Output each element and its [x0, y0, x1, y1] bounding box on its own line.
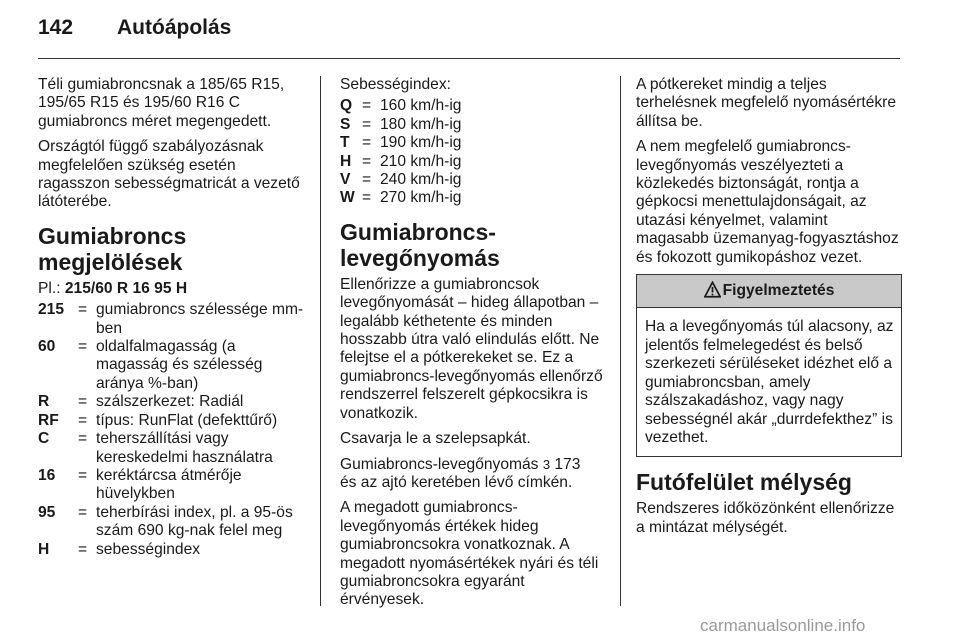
speed-index-intro: Sebességindex: — [340, 76, 451, 93]
def-eq: = — [78, 338, 88, 356]
def-value: típus: RunFlat (defekttűrő) — [96, 411, 278, 429]
speed-value: 190 km/h-ig — [380, 134, 462, 152]
speed-value: 180 km/h-ig — [380, 115, 462, 133]
tyre-designations-heading: Gumiabroncs megjelölések — [38, 222, 187, 275]
speed-key: S — [340, 115, 351, 133]
def-key: 16 — [38, 466, 56, 484]
example-line — [38, 280, 306, 298]
def-value: sebességindex — [96, 540, 201, 558]
list-item — [38, 301, 306, 338]
def-eq: = — [78, 430, 88, 448]
list-item — [340, 153, 608, 171]
example-value: 215/60 R 16 95 H — [64, 279, 188, 297]
def-key: 60 — [38, 338, 56, 356]
speed-key: V — [340, 171, 351, 189]
watermark: carmanualsonline.info — [700, 616, 866, 635]
def-value: oldalfalmagasság (a magasság és szélesség aránya %-ban) — [96, 338, 263, 392]
speed-key: Q — [340, 97, 353, 115]
def-key: H — [38, 540, 50, 558]
incorrect-pressure-paragraph: A nem megfelelő gumiabroncs-levegőnyomás veszélyezteti a közlekedés biztonságát, rontja a gépkocsi menettulajdonságait, az utazási kényelmet, valamint magasabb üzemanyag-fogyasztáshoz és fokozott gumikopáshoz vezet. — [636, 138, 899, 266]
spare-wheel-paragraph: A pótkereket mindig a teljes terhelésnek megfelelő nyomásértékre állítsa be. — [636, 76, 897, 130]
page-reference-icon[interactable] — [543, 456, 581, 473]
valve-cap-paragraph: Csavarja le a szelepsapkát. — [340, 430, 531, 448]
def-eq: = — [78, 393, 88, 411]
list-item — [38, 541, 306, 559]
winter-tyre-paragraph: Téli gumiabroncsnak a 185/65 R15, 195/65 R15 és 195/60 R16 C gumiabroncs méret megengedett. — [38, 76, 285, 130]
speed-key: H — [340, 152, 352, 170]
warning-triangle-icon — [704, 281, 721, 298]
def-value: teherbírási index, pl. a 95-ös szám 690 kg-nak felel meg — [96, 503, 293, 540]
speed-key: T — [340, 134, 350, 152]
pressure-check-paragraph: Ellenőrizze a gumiabroncsok levegőnyomását – hideg állapotban – legalább kéthetente és minden hosszabb útra való elindulás előtt. Ne felejtse el a pótkerekeket se. Ez a gumiabroncs-levegőnyomás ellenőrző rendszerrel felszerelt gépkocsikra is vonatkozik. — [340, 275, 603, 422]
column-middle — [340, 76, 608, 617]
pressure-reference-text: Gumiabroncs-levegőnyomás — [340, 455, 543, 473]
def-value: gumiabroncs szélessége mm-ben — [96, 301, 304, 337]
warning-text: Ha a levegőnyomás túl alacsony, az jelentős felmelegedést és belső szerkezeti sérüléseket idézhet elő a gumiabroncsban, amely szálszakadáshoz, vagy nagy sebességnél akár „durrdefekthez” is vezethet. — [645, 318, 894, 446]
page-number: 142 — [38, 16, 74, 39]
speed-key: W — [340, 189, 355, 207]
column-divider — [620, 76, 621, 606]
speed-index-list — [340, 97, 608, 207]
list-item — [38, 430, 306, 467]
def-eq: = — [78, 301, 88, 319]
def-key: C — [38, 430, 50, 448]
def-value: szálszerkezet: Radiál — [96, 393, 244, 411]
speed-value: 160 km/h-ig — [380, 97, 462, 115]
ref-arrow-glyph: 3 — [542, 456, 551, 472]
warning-header — [637, 275, 901, 308]
def-eq: = — [78, 503, 88, 521]
speed-eq: = — [362, 189, 372, 207]
example-prefix: Pl.: — [38, 279, 65, 297]
page-reference-number: 173 — [550, 455, 581, 473]
speed-eq: = — [362, 97, 372, 115]
def-key: 95 — [38, 503, 56, 521]
speed-eq: = — [362, 171, 372, 189]
list-item — [38, 338, 306, 393]
column-left — [38, 76, 306, 566]
tyre-pressure-heading: Gumiabroncs-levegőnyomás — [340, 218, 500, 271]
speed-eq: = — [362, 134, 372, 152]
pressure-reference-paragraph — [340, 456, 608, 493]
column-right — [636, 76, 902, 544]
def-key: RF — [38, 411, 59, 429]
list-item — [38, 504, 306, 541]
speed-eq: = — [362, 115, 372, 133]
tread-depth-heading: Futófelület mélység — [636, 469, 852, 496]
def-value: keréktárcsa átmérője hüvelykben — [96, 466, 242, 503]
speed-eq: = — [362, 152, 372, 170]
speed-value: 270 km/h-ig — [380, 189, 462, 207]
list-item — [340, 189, 608, 207]
pressure-reference-rest: és az ajtó keretében lévő címkén. — [340, 473, 573, 491]
list-item — [340, 171, 608, 189]
def-key: R — [38, 393, 50, 411]
def-eq: = — [78, 540, 88, 558]
list-item — [38, 393, 306, 411]
def-key: 215 — [38, 301, 65, 319]
pressure-values-paragraph: A megadott gumiabroncs-levegőnyomás értékek hideg gumiabroncsokra vonatkoznak. A megadott nyomásértékek nyári és téli gumiabroncsokra egyaránt érvényesek. — [340, 499, 599, 609]
list-item — [38, 412, 306, 430]
list-item — [340, 97, 608, 115]
list-item — [38, 467, 306, 504]
def-eq: = — [78, 466, 88, 484]
page-title: Autóápolás — [117, 16, 232, 39]
def-eq: = — [78, 411, 88, 429]
column-divider — [320, 76, 321, 606]
page-header — [0, 0, 960, 58]
list-item — [340, 134, 608, 152]
def-value: teherszállítási vagy kereskedelmi használatra — [96, 430, 273, 466]
speed-value: 210 km/h-ig — [380, 152, 462, 170]
list-item — [340, 116, 608, 134]
warning-box — [636, 274, 902, 457]
designation-list — [38, 301, 306, 559]
header-rule — [38, 58, 900, 59]
tread-depth-paragraph: Rendszeres időközönként ellenőrizze a mintázat mélységét. — [636, 500, 895, 536]
warning-title: Figyelmeztetés — [722, 282, 835, 300]
speed-value: 240 km/h-ig — [380, 171, 462, 189]
speed-sticker-paragraph: Országtól függő szabályozásnak megfelelően szükség esetén ragasszon sebességmatricát a vezető látóterébe. — [38, 138, 300, 211]
